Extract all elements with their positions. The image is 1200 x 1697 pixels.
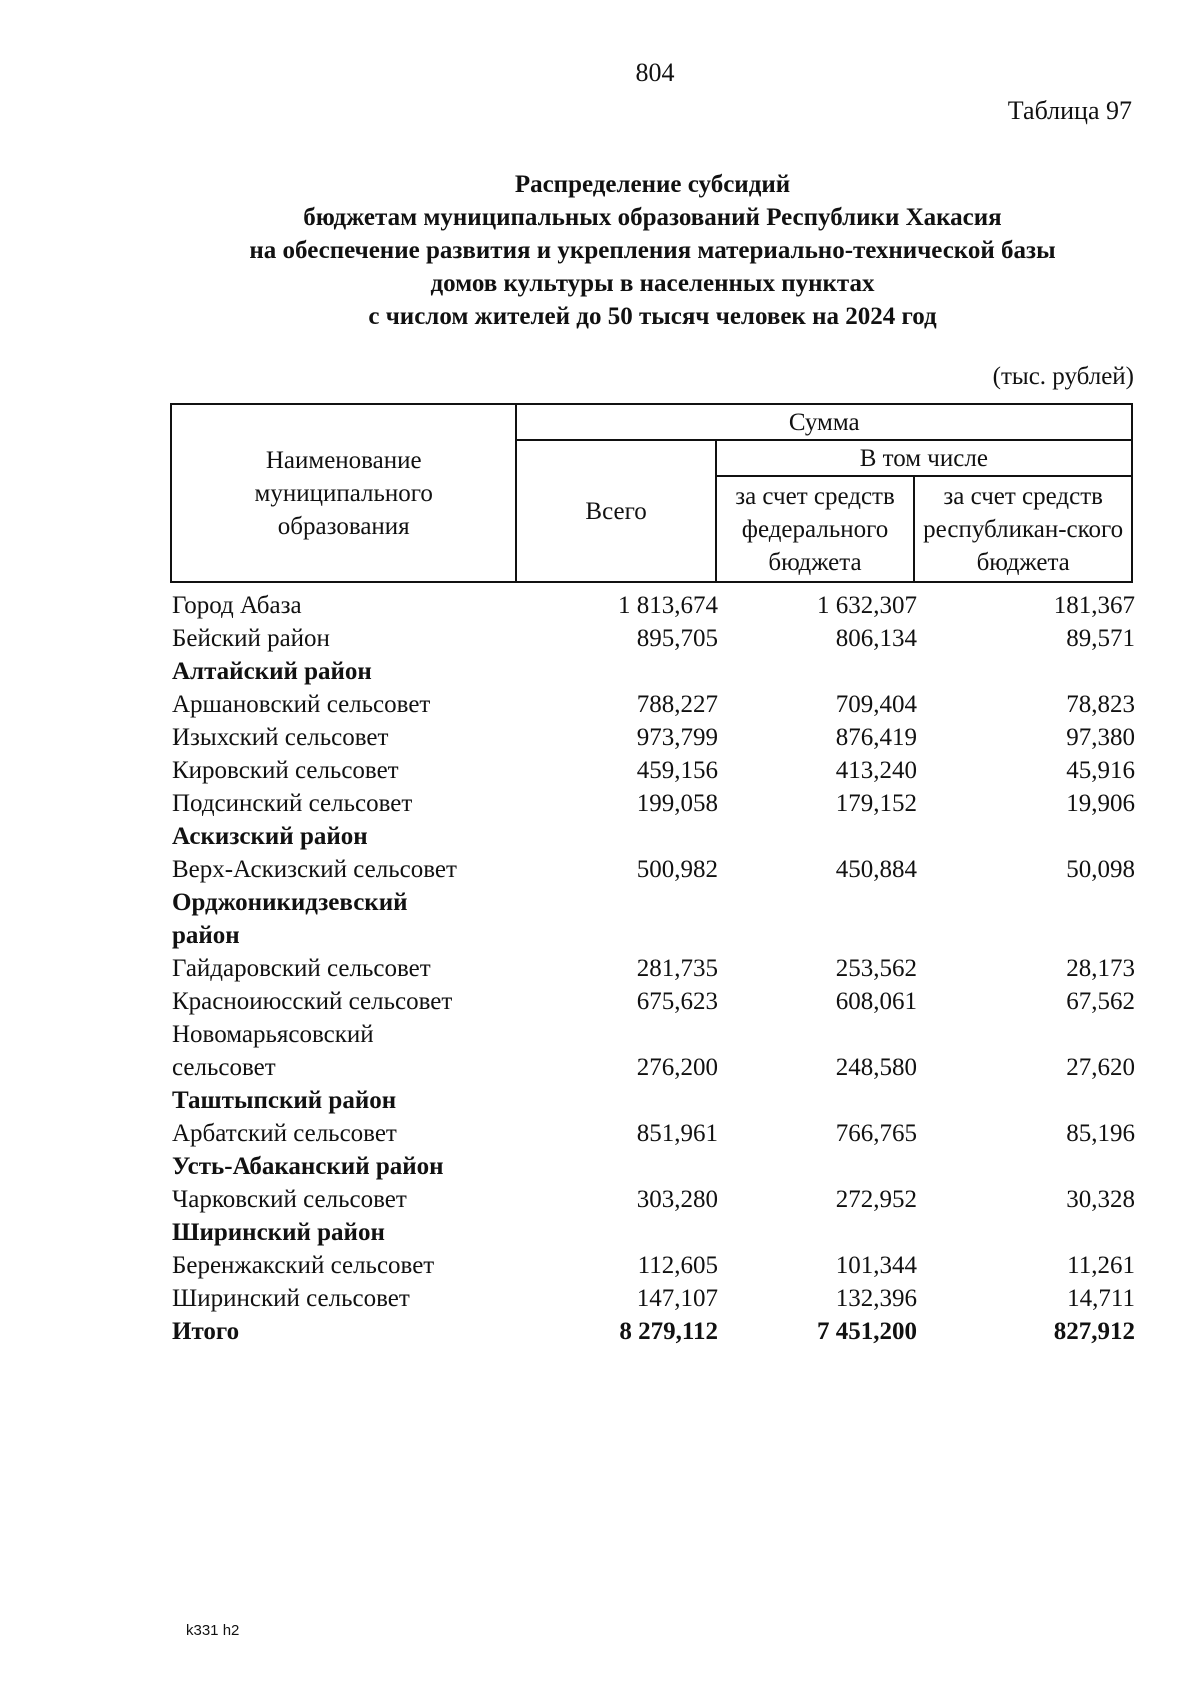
cell-republic: 11,261 [1067, 1252, 1135, 1279]
cell-federal: 272,952 [835, 1186, 917, 1213]
title-line: на обеспечение развития и укрепления материально-технической базы [249, 237, 1056, 264]
cell-federal: 709,404 [835, 691, 917, 718]
group-row [172, 886, 1137, 952]
header-republic [914, 476, 1132, 582]
row-name: Аскизский район [172, 823, 368, 850]
header-republic-text: за счет средств республикан-ского бюджета [923, 482, 1124, 576]
cell-federal: 608,061 [835, 988, 917, 1015]
cell-federal: 766,765 [835, 1120, 917, 1147]
cell-republic: 78,823 [1066, 691, 1135, 718]
cell-republic: 97,380 [1066, 724, 1135, 751]
table-row [172, 754, 1137, 787]
cell-republic: 85,196 [1066, 1120, 1135, 1147]
cell-total: 8 279,112 [619, 1318, 718, 1345]
table-row [172, 589, 1137, 622]
table-row [172, 688, 1137, 721]
row-name: Ширинский сельсовет [172, 1285, 410, 1312]
cell-republic: 50,098 [1066, 856, 1135, 883]
cell-republic: 28,173 [1066, 955, 1135, 982]
cell-total: 276,200 [636, 1054, 718, 1081]
cell-republic: 181,367 [1053, 592, 1135, 619]
row-name: Усть-Абаканский район [172, 1153, 444, 1180]
cell-federal: 806,134 [835, 625, 917, 652]
title-line: Распределение субсидий [514, 171, 791, 198]
title-line: домов культуры в населенных пунктах [430, 270, 875, 297]
row-name: Чарковский сельсовет [172, 1186, 407, 1213]
cell-federal: 450,884 [835, 856, 917, 883]
table-body [172, 589, 1137, 1348]
page-number: 804 [635, 58, 675, 87]
cell-republic: 27,620 [1066, 1054, 1135, 1081]
header-name [171, 404, 516, 582]
row-name: Аршановский сельсовет [172, 691, 431, 718]
cell-total: 303,280 [636, 1186, 718, 1213]
cell-republic: 67,562 [1066, 988, 1135, 1015]
cell-republic: 89,571 [1066, 625, 1135, 652]
cell-total: 459,156 [636, 757, 718, 784]
cell-federal: 1 632,307 [817, 592, 917, 619]
cell-federal: 7 451,200 [817, 1318, 917, 1345]
total-row [172, 1315, 1137, 1348]
row-name: Новомарьясовский сельсовет [172, 1021, 374, 1081]
table-row [172, 1249, 1137, 1282]
header-including: В том числе [716, 440, 1132, 476]
row-name: Беренжакский сельсовет [172, 1252, 435, 1279]
cell-total: 851,961 [636, 1120, 718, 1147]
cell-total: 973,799 [636, 724, 718, 751]
units-note: (тыс. рублей) [992, 363, 1134, 390]
table-header [170, 403, 1133, 583]
table-row [172, 622, 1137, 655]
cell-total: 281,735 [636, 955, 718, 982]
group-row [172, 655, 1137, 688]
table-label: Таблица 97 [1007, 96, 1132, 125]
row-name: Верх-Аскизский сельсовет [172, 856, 457, 883]
cell-total: 675,623 [636, 988, 718, 1015]
header-sum: Сумма [516, 404, 1132, 440]
group-row [172, 1150, 1137, 1183]
group-row [172, 820, 1137, 853]
cell-total: 1 813,674 [618, 592, 718, 619]
table-row [172, 985, 1137, 1018]
document-title [170, 168, 1135, 333]
cell-republic: 30,328 [1066, 1186, 1135, 1213]
cell-republic: 45,916 [1066, 757, 1135, 784]
cell-total: 199,058 [636, 790, 718, 817]
row-name: Подсинский сельсовет [172, 790, 413, 817]
cell-total: 112,605 [637, 1252, 718, 1279]
row-name: Бейский район [172, 625, 330, 652]
row-name: Ширинский район [172, 1219, 385, 1246]
table-row [172, 1183, 1137, 1216]
row-name: Город Абаза [172, 592, 302, 619]
cell-federal: 101,344 [835, 1252, 917, 1279]
row-name: Таштыпский район [172, 1087, 397, 1114]
cell-republic: 19,906 [1066, 790, 1135, 817]
cell-federal: 253,562 [835, 955, 917, 982]
cell-republic: 827,912 [1053, 1318, 1135, 1345]
header-total: Всего [516, 440, 715, 582]
cell-total: 895,705 [636, 625, 718, 652]
table-row [172, 1117, 1137, 1150]
row-name: Изыхский сельсовет [172, 724, 389, 751]
cell-total: 147,107 [636, 1285, 718, 1312]
row-name: Гайдаровский сельсовет [172, 955, 431, 982]
table-row [172, 952, 1137, 985]
header-federal [716, 476, 915, 582]
row-name: Красноиюсский сельсовет [172, 988, 453, 1015]
table-row [172, 1018, 1137, 1084]
header-federal-text: за счет средств федерального бюджета [735, 482, 895, 576]
title-line: с числом жителей до 50 тысяч человек на 2024 год [368, 303, 937, 330]
table-row [172, 853, 1137, 886]
group-row [172, 1084, 1137, 1117]
cell-federal: 876,419 [835, 724, 917, 751]
row-name: Алтайский район [172, 658, 372, 685]
cell-total: 788,227 [636, 691, 718, 718]
cell-total: 500,982 [636, 856, 718, 883]
table-row [172, 1282, 1137, 1315]
cell-republic: 14,711 [1067, 1285, 1135, 1312]
cell-federal: 132,396 [835, 1285, 917, 1312]
footer-code: k331 h2 [186, 1622, 240, 1639]
cell-federal: 413,240 [835, 757, 917, 784]
group-row [172, 1216, 1137, 1249]
row-name: Арбатский сельсовет [172, 1120, 397, 1147]
table-row [172, 721, 1137, 754]
row-name: Орджоникидзевский район [172, 889, 408, 949]
row-name: Кировский сельсовет [172, 757, 399, 784]
cell-federal: 179,152 [835, 790, 917, 817]
cell-federal: 248,580 [835, 1054, 917, 1081]
title-line: бюджетам муниципальных образований Республики Хакасия [303, 204, 1002, 231]
table-row [172, 787, 1137, 820]
header-name-text: Наименование муниципального образования [254, 446, 433, 540]
row-name: Итого [172, 1318, 240, 1345]
